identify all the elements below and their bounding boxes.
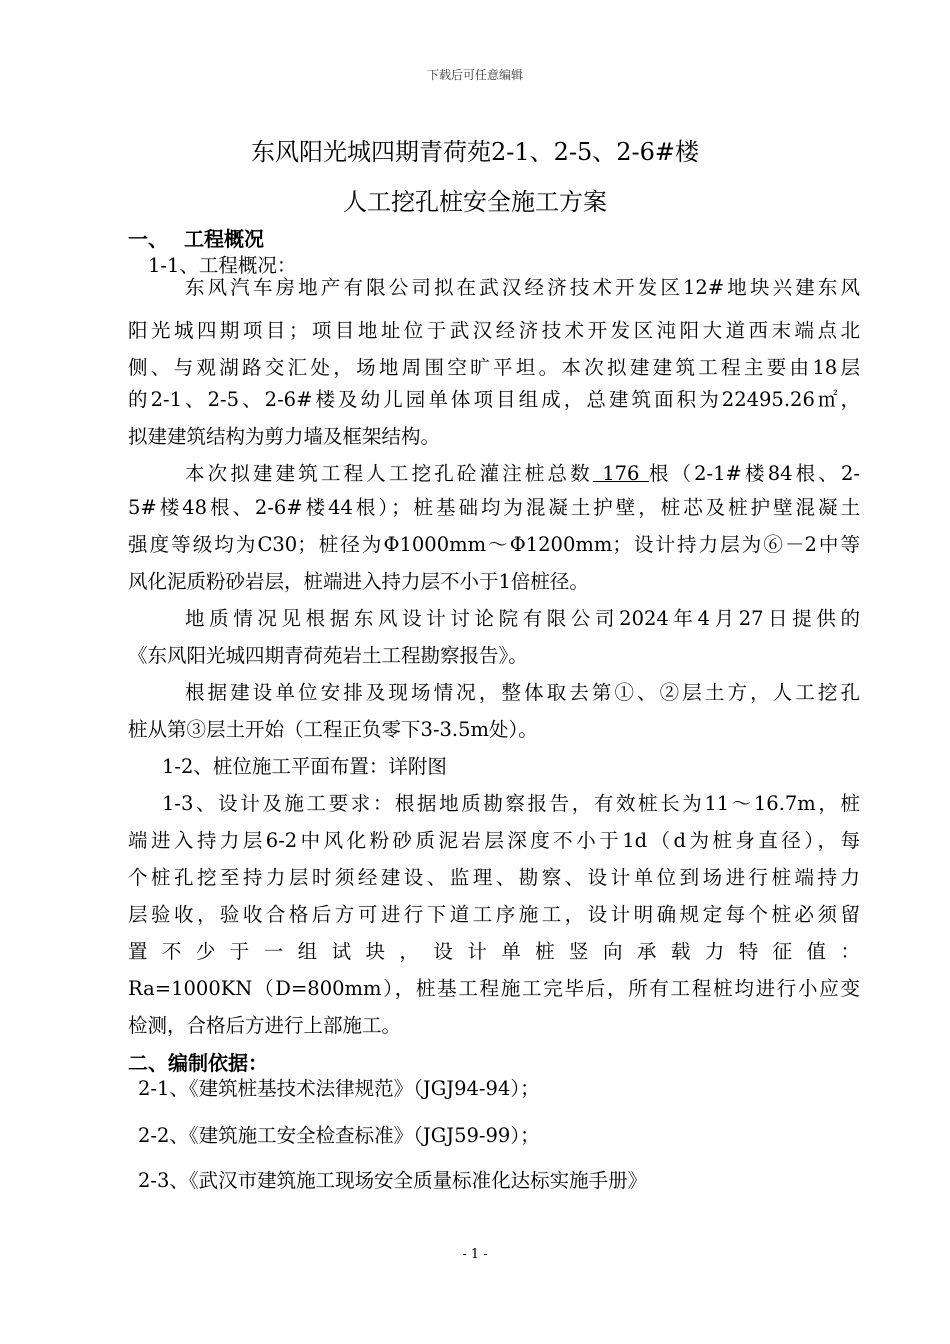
pile-count-value: 176 (592, 462, 649, 485)
paragraph-line: Ra=1000KN（D=800mm），桩基工程施工完毕后，所有工程桩均进行小应变 (128, 977, 860, 1000)
paragraph-line: 侧、与观湖路交汇处，场地周围空旷平坦。本次拟建建筑工程主要由18层 (128, 356, 860, 379)
paragraph-line: 东风汽车房地产有限公司拟在武汉经济技术开发区12#地块兴建东风 (185, 276, 860, 299)
section-1-label: 工程概况 (184, 227, 264, 251)
paragraph-line: 《东风阳光城四期青荷苑岩土工程勘察报告》。 (128, 644, 528, 667)
reference-item: 2-3、《武汉市建筑施工现场安全质量标准化达标实施手册》 (138, 1169, 648, 1192)
title-line-2: 人工挖孔桩安全施工方案 (343, 188, 607, 216)
paragraph-line: 根据建设单位安排及现场情况，整体取去第①、②层土方，人工挖孔 (185, 681, 860, 704)
subheading-1-1: 1-1、工程概况： (148, 254, 297, 277)
section-1-heading (128, 223, 264, 252)
paragraph-line: 1-3、设计及施工要求：根据地质勘察报告，有效桩长为11～16.7m，桩 (162, 792, 860, 815)
page-number: - 1 - (462, 1247, 488, 1262)
paragraph-line: 地质情况见根据东风设计讨论院有限公司2024年4月27日提供的 (185, 607, 860, 630)
paragraph-line: 强度等级均为C30；桩径为Φ1000mm～Φ1200mm；设计持力层为⑥－2中等 (128, 533, 860, 556)
paragraph-line (185, 458, 860, 486)
paragraph-line: 个桩孔挖至持力层时须经建设、监理、勘察、设计单位到场进行桩端持力 (128, 866, 860, 889)
subheading-1-2: 1-2、桩位施工平面布置：详附图 (162, 755, 447, 778)
reference-item: 2-2、《建筑施工安全检查标准》（JGJ59-99）； (138, 1124, 540, 1147)
title-line-1: 东风阳光城四期青荷苑2-1、2-5、2-6#楼 (250, 138, 700, 166)
paragraph-line: 阳光城四期项目；项目地址位于武汉经济技术开发区沌阳大道西末端点北 (128, 319, 860, 342)
reference-item: 2-1、《建筑桩基技术法律规范》（JGJ94-94）； (138, 1077, 540, 1100)
pile-count-prefix: 本次拟建建筑工程人工挖孔砼灌注桩总数 (185, 462, 593, 485)
paragraph-line: 5#楼48根、2-6#楼44根）；桩基础均为混凝土护壁，桩芯及桩护壁混凝土 (128, 496, 860, 519)
paragraph-line: 层验收，验收合格后方可进行下道工序施工，设计明确规定每个桩必须留 (128, 903, 860, 926)
page-header: 下载后可任意编辑 (426, 68, 523, 82)
paragraph-line: 拟建建筑结构为剪力墙及框架结构。 (128, 425, 441, 448)
section-2-heading: 二、编制依据： (128, 1051, 268, 1075)
paragraph-line: 的2-1、2-5、2-6#楼及幼儿园单体项目组成，总建筑面积为22495.26㎡， (128, 388, 860, 411)
paragraph-line: 置不少于一组试块，设计单桩竖向承载力特征值： (128, 940, 860, 963)
paragraph-line: 端进入持力层6-2中风化粉砂质泥岩层深度不小于1d（d为桩身直径），每 (128, 829, 860, 852)
paragraph-line: 检测，合格后方进行上部施工。 (128, 1014, 402, 1037)
pile-count-suffix: 根（2-1#楼84根、2- (648, 462, 860, 485)
section-1-number: 一、 (128, 227, 168, 251)
paragraph-line: 风化泥质粉砂岩层，桩端进入持力层不小于1倍桩径。 (128, 570, 589, 593)
paragraph-line: 桩从第③层土开始（工程正负零下3-3.5m处）。 (128, 718, 538, 741)
